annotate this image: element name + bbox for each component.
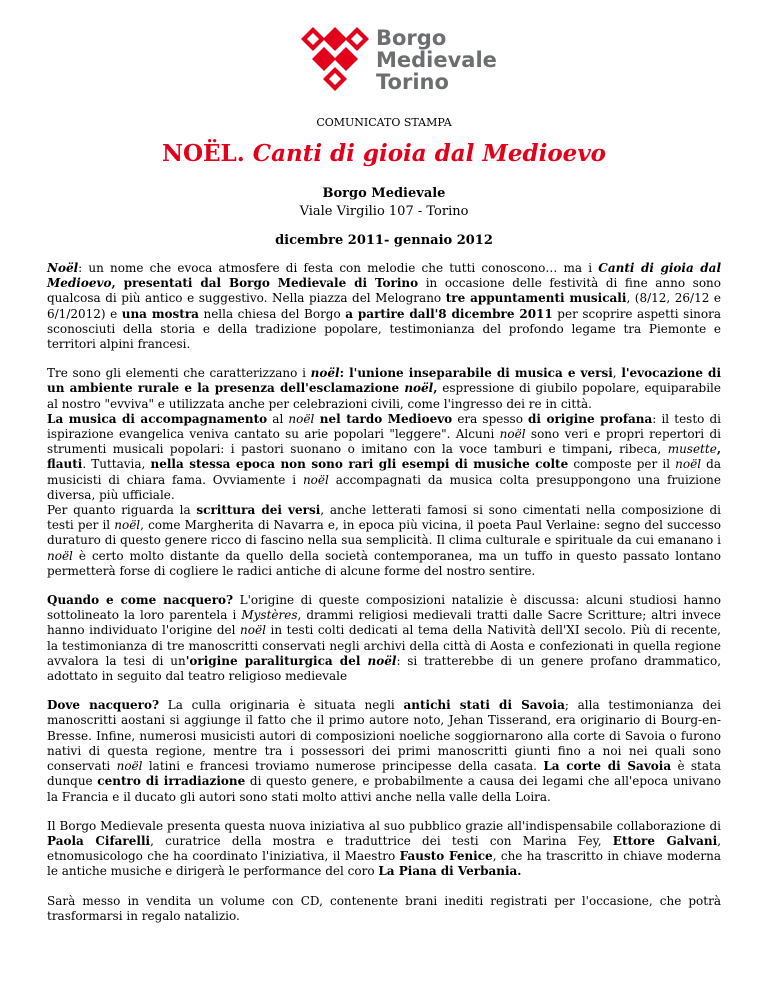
press-release-label: COMUNICATO STAMPA bbox=[316, 116, 452, 129]
venue-name: Borgo Medievale bbox=[322, 186, 446, 201]
title-noel: NOËL. bbox=[161, 140, 245, 167]
paragraph-intro: Noël: un nome che evoca atmosfere di festa con melodie che tutti conoscono… ma i Canti di gioia dal Medioevo, presentati dal Borgo Medievale di Torino in occasione delle festività di fine anno sono qualcosa di più antico e suggestivo. Nella piazza del Melograno tre appuntamenti musicali, (8/12, 26/12 e 6/1/2012) e una mostra nella chiesa del Borgo a partire dall'8 dicembre 2011 per scoprire aspetti sinora sconosciuti della storia e della tradizione popolare, testimonianza del profondo legame tra Piemonte e territori alpini francesi. bbox=[47, 261, 721, 352]
paragraph-verses: Per quanto riguarda la scrittura dei versi, anche letterati famosi si sono cimentati nella composizione di testi per il noël, come Margherita di Navarra e, in epoca più vicina, il poeta Paul Verlaine: segno del successo duraturo di questo genere ricco di fascino nella sua semplicità. Il clima culturale e spirituale da cui emanano i noël è certo molto distante da quello della società contemporanea, ma un tuffo in questo passato lontano permetterà forse di cogliere le radici antiche di alcune forme del nostro sentire. bbox=[47, 503, 721, 578]
venue-address: Viale Virgilio 107 - Torino bbox=[299, 204, 469, 219]
logo-line-3: Torino bbox=[376, 70, 449, 94]
paragraph-elements: Tre sono gli elementi che caratterizzano i noël: l'unione inseparabile di musica e versi, l'evocazione di un ambiente rurale e la presenza dell'esclamazione noël, espressione di giubilo popolare, equiparabile al nostro "evviva" e utilizzata anche per celebrazioni civili, come l'ingresso dei re in città. bbox=[47, 366, 721, 411]
paragraph-credits: Il Borgo Medievale presenta questa nuova iniziativa al suo pubblico grazie all'indispensabile collaborazione di Paola Cifarelli, curatrice della mostra e traduttrice dei testi con Marina Fey, Ettore Galvani, etnomusicologo che ha coordinato l'iniziativa, il Maestro Fausto Fenice, che ha trascritto in chiave moderna le antiche musiche e dirigerà le performance del coro La Piana di Verbania. bbox=[47, 818, 722, 879]
paragraph-origins: Quando e come nacquero? L'origine di queste composizioni natalizie è discussa: alcuni studiosi hanno sottolineato la loro parentela i Mystères, drammi religiosi medievali tratti dalle Sacre Scritture; altri invece hanno individuato l'origine del noël in testi colti dedicati al tema della Natività dell'XI secolo. Più di recente, la testimonianza di tre manoscritti conservati negli archivi della città di Aosta e confezionati in quella regione avvalora la tesi di un'origine paraliturgica del noël: si tratterebbe di un genere profano drammatico, adottato in seguito dal teatro religioso medievale bbox=[47, 593, 722, 684]
article-body bbox=[47, 261, 721, 938]
diamond-logo-icon bbox=[301, 27, 371, 93]
logo bbox=[301, 26, 497, 94]
paragraph-cd: Sarà messo in vendita un volume con CD, contenente brani inediti registrati per l'occasione, che potrà trasformarsi in regalo natalizio. bbox=[47, 893, 721, 923]
event-dates: dicembre 2011- gennaio 2012 bbox=[275, 233, 493, 248]
logo-wordmark bbox=[376, 27, 497, 93]
page-title bbox=[47, 140, 721, 167]
logo-line-1: Borgo bbox=[376, 26, 447, 50]
paragraph-music: La musica di accompagnamento al noël nel tardo Medioevo era spesso di origine profana: il testo di ispirazione evangelica veniva cantato su arie popolari "leggere". Alcuni noël sono veri e propri repertori di strumenti musicali popolari: i pastori suonano o imitano con la voce tamburi e timpani, ribeca, musette, flauti. Tuttavia, nella stessa epoca non sono rari gli esempi di musiche colte composte per il noël da musicisti di chiara fama. Ovviamente i noël accompagnati da musica colta presuppongono una fruizione diversa, più ufficiale. bbox=[47, 411, 722, 502]
logo-line-2: Medievale bbox=[376, 48, 497, 72]
paragraph-birthplace: Dove nacquero? La culla originaria è situata negli antichi stati di Savoia; alla testimonianza dei manoscritti aostani si aggiunge il fatto che il primo autore noto, Jehan Tisserand, era originario di Bourg-en-Bresse. Infine, numerosi musicisti autori di composizioni noeliche soggiornarono alla corte di Savoia o furono nativi di questa regione, mentre tra i possessori dei primi manoscritti giunti fino a noi nei quali sono conservati noël latini e francesi troviamo numerose principesse della casata. La corte di Savoia è stata dunque centro di irradiazione di questo genere, e probabilmente a causa dei legami che all'epoca univano la Francia e il ducato gli autori sono stati molto attivi anche nella valle della Loira. bbox=[47, 698, 722, 804]
title-subtitle: Canti di gioia dal Medioevo bbox=[252, 140, 607, 167]
